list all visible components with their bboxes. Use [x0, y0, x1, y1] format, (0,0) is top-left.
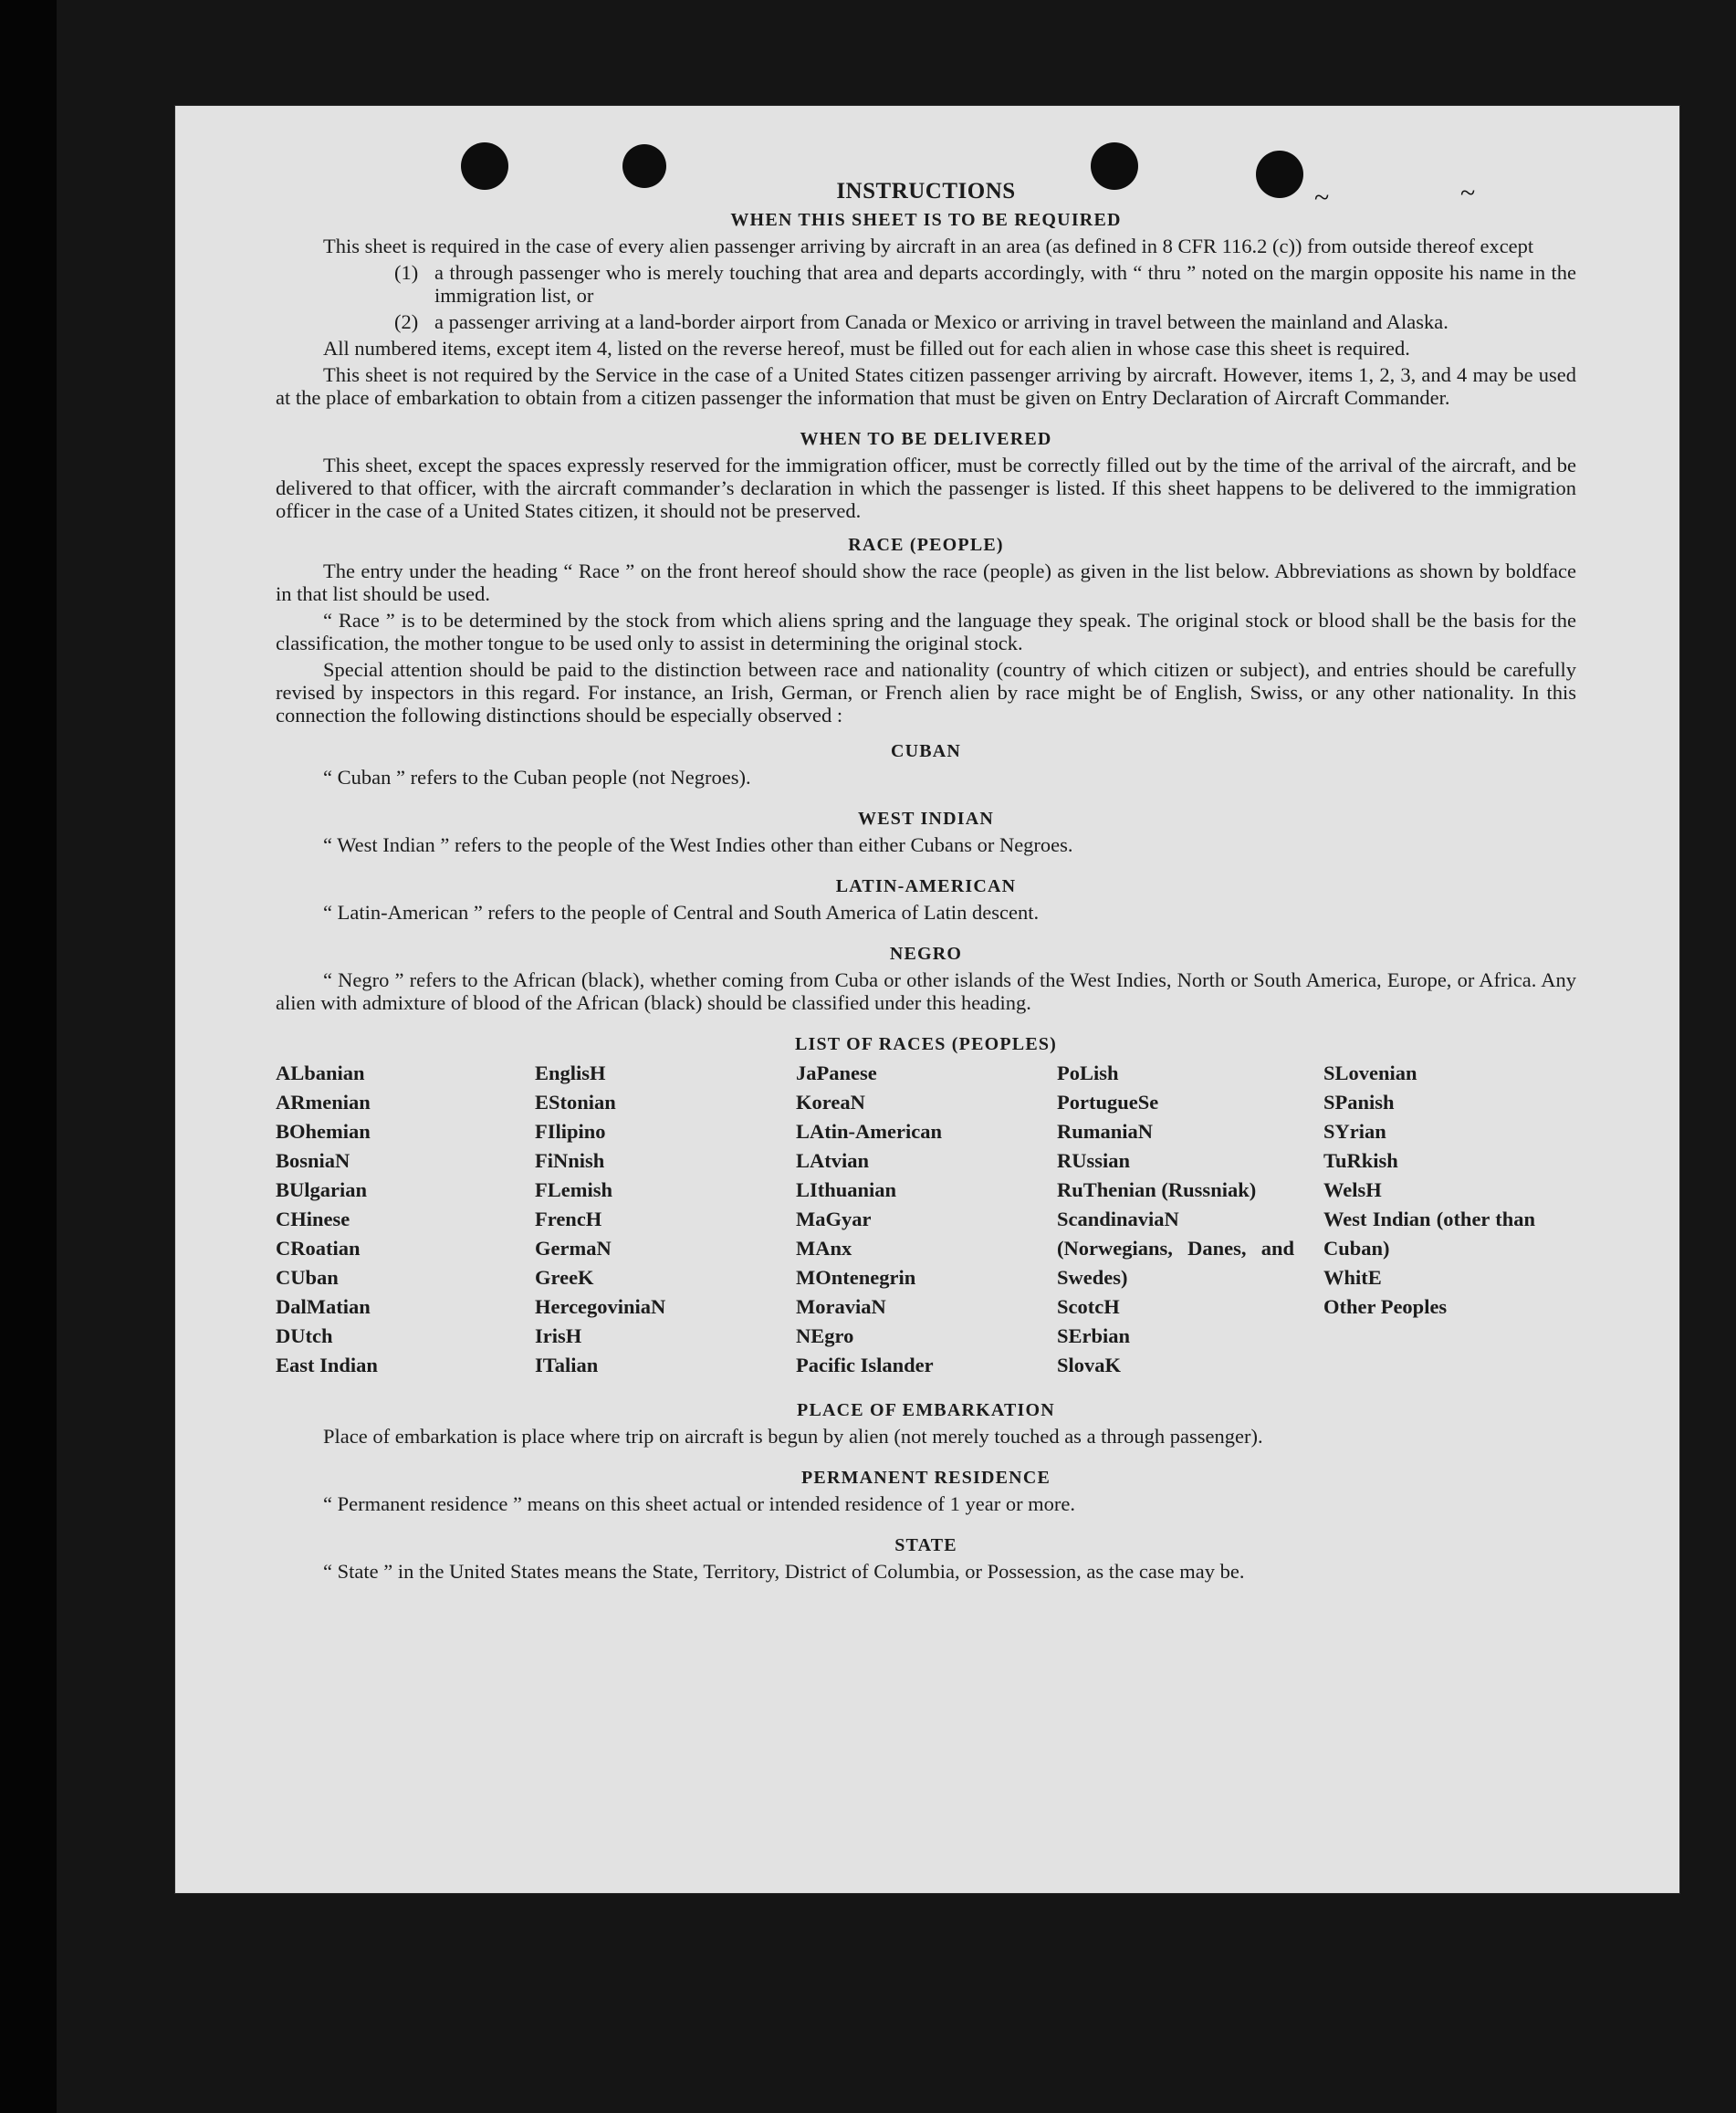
section-heading: STATE: [894, 1535, 957, 1555]
race-entry: MoraviaN: [796, 1295, 886, 1318]
paragraph: “ Permanent residence ” means on this sheet actual or intended residence of 1 year or more.: [323, 1492, 1076, 1515]
race-entry: LAtvian: [796, 1149, 870, 1172]
races-column: [535, 1059, 796, 1380]
races-list: [276, 1059, 1576, 1380]
race-entry: FIlipino: [535, 1120, 606, 1143]
pencil-mark: ~: [1460, 178, 1476, 208]
race-entry: ITalian: [535, 1354, 599, 1376]
race-entry: RumaniaN: [1057, 1120, 1154, 1143]
race-entry: SPanish: [1323, 1091, 1395, 1114]
paragraph: Place of embarkation is place where trip on aircraft is begun by alien (not merely touched as a through passenger).: [323, 1425, 1263, 1448]
races-list-heading: LIST OF RACES (PEOPLES): [794, 1034, 1058, 1054]
race-entry: CUban: [276, 1266, 339, 1289]
race-entry: DalMatian: [276, 1295, 371, 1318]
item-number: (1): [394, 261, 419, 284]
race-entry: ScandinaviaN (Norwegians, Danes, and Swedes): [1057, 1208, 1294, 1289]
race-entry: WelsH: [1323, 1178, 1382, 1201]
race-entry: WhitE: [1323, 1266, 1382, 1289]
race-entry: LIthuanian: [796, 1178, 897, 1201]
race-entry: ALbanian: [276, 1062, 365, 1084]
race-entry: FLemish: [535, 1178, 613, 1201]
race-entry: ARmenian: [276, 1091, 371, 1114]
races-column: [276, 1059, 535, 1380]
paragraph: This sheet is not required by the Service in the case of a United States citizen passenger arriving by aircraft. However, items 1, 2, 3, and 4 may be used at the place of embarkation to obtain from a citizen passenger the information that must be given on Entry Declaration of Aircraft Commander.: [276, 363, 1576, 409]
paragraph: “ Negro ” refers to the African (black), whether coming from Cuba or other islands of the West Indies, North or South America, Europe, or Africa. Any alien with admixture of blood of the African (black) should be classified under this heading.: [276, 968, 1576, 1014]
instructions-text: [276, 179, 1576, 1586]
race-entry: West Indian (other than Cuban): [1323, 1208, 1535, 1260]
races-column: [1057, 1059, 1323, 1380]
race-entry: HercegoviniaN: [535, 1295, 666, 1318]
item-number: (2): [394, 310, 419, 333]
race-entry: SLovenian: [1323, 1062, 1417, 1084]
race-entry: FrencH: [535, 1208, 602, 1230]
section-heading: PLACE OF EMBARKATION: [797, 1400, 1055, 1420]
race-entry: Other Peoples: [1323, 1295, 1448, 1318]
race-entry: SErbian: [1057, 1324, 1131, 1347]
race-entry: ScotcH: [1057, 1295, 1120, 1318]
section-heading: WHEN THIS SHEET IS TO BE REQUIRED: [730, 210, 1122, 230]
paragraph: All numbered items, except item 4, listed on the reverse hereof, must be filled out for each alien in whose case this sheet is required.: [323, 337, 1410, 360]
race-entry: MaGyar: [796, 1208, 872, 1230]
scan-border: [0, 0, 57, 2113]
race-entry: NEgro: [796, 1324, 854, 1347]
paragraph: “ Cuban ” refers to the Cuban people (not Negroes).: [323, 766, 751, 789]
race-entry: Pacific Islander: [796, 1354, 934, 1376]
race-entry: BosniaN: [276, 1149, 350, 1172]
race-entry: MOntenegrin: [796, 1266, 916, 1289]
race-entry: SlovaK: [1057, 1354, 1122, 1376]
list-item: [394, 261, 1576, 307]
item-text: a passenger arriving at a land-border airport from Canada or Mexico or arriving in travel between the mainland and Alaska.: [434, 310, 1448, 333]
race-entry: PoLish: [1057, 1062, 1119, 1084]
section-heading: LATIN-AMERICAN: [835, 876, 1017, 896]
race-entry: RUssian: [1057, 1149, 1131, 1172]
race-entry: LAtin-American: [796, 1120, 942, 1143]
race-entry: TuRkish: [1323, 1149, 1398, 1172]
race-entry: IrisH: [535, 1324, 582, 1347]
race-entry: KoreaN: [796, 1091, 865, 1114]
race-entry: EStonian: [535, 1091, 616, 1114]
page-title: INSTRUCTIONS: [836, 179, 1016, 204]
paragraph: This sheet is required in the case of every alien passenger arriving by aircraft in an area (as defined in 8 CFR 116.2 (c)) from outside thereof except: [323, 235, 1534, 257]
section-heading: RACE (PEOPLE): [848, 535, 1004, 555]
paragraph: This sheet, except the spaces expressly reserved for the immigration officer, must be correctly filled out by the time of the arrival of the aircraft, and be delivered to that officer, with the aircraft commander’s declaration in which the passenger is listed. If this sheet happens to be delivered to the immigration officer in the case of a United States citizen, it should not be preserved.: [276, 454, 1576, 522]
paragraph: Special attention should be paid to the distinction between race and nationality (country of which citizen or subject), and entries should be carefully revised by inspectors in this regard. For instance, an Irish, German, or French alien by race might be of English, Swiss, or any other nationality. In this connection the following distinctions should be especially observed :: [276, 658, 1576, 727]
paragraph: “ State ” in the United States means the State, Territory, District of Columbia, or Possession, as the case may be.: [323, 1560, 1245, 1583]
race-entry: SYrian: [1323, 1120, 1386, 1143]
paragraph: “ Race ” is to be determined by the stock from which aliens spring and the language they speak. The original stock or blood shall be the basis for the classification, the mother tongue to be used only to assist in determining the original stock.: [276, 609, 1576, 654]
paragraph: The entry under the heading “ Race ” on the front hereof should show the race (people) as given in the list below. Abbreviations as shown by boldface in that list should be used.: [276, 560, 1576, 605]
race-entry: DUtch: [276, 1324, 333, 1347]
race-entry: EnglisH: [535, 1062, 606, 1084]
race-entry: MAnx: [796, 1237, 852, 1260]
race-entry: GreeK: [535, 1266, 594, 1289]
race-entry: CRoatian: [276, 1237, 361, 1260]
race-entry: GermaN: [535, 1237, 612, 1260]
list-item: [394, 310, 1576, 333]
item-text: a through passenger who is merely touching that area and departs accordingly, with “ thru ” noted on the margin opposite his name in the immigration list, or: [434, 261, 1576, 307]
race-entry: CHinese: [276, 1208, 350, 1230]
race-entry: East Indian: [276, 1354, 378, 1376]
race-entry: JaPanese: [796, 1062, 877, 1084]
race-entry: BUlgarian: [276, 1178, 368, 1201]
section-heading: PERMANENT RESIDENCE: [800, 1468, 1051, 1488]
section-heading: WHEN TO BE DELIVERED: [800, 429, 1052, 449]
paragraph: “ West Indian ” refers to the people of the West Indies other than either Cubans or Negroes.: [323, 833, 1073, 856]
race-entry: BOhemian: [276, 1120, 371, 1143]
races-column: [796, 1059, 1057, 1380]
race-entry: FiNnish: [535, 1149, 605, 1172]
section-heading: WEST INDIAN: [858, 809, 994, 829]
race-entry: RuThenian (Russniak): [1057, 1178, 1257, 1201]
races-column: [1323, 1059, 1538, 1380]
section-heading: CUBAN: [890, 741, 962, 761]
section-heading: NEGRO: [889, 944, 963, 964]
race-entry: PortugueSe: [1057, 1091, 1159, 1114]
paragraph: “ Latin-American ” refers to the people of Central and South America of Latin descent.: [323, 901, 1040, 924]
pencil-mark: ~: [1314, 183, 1330, 213]
